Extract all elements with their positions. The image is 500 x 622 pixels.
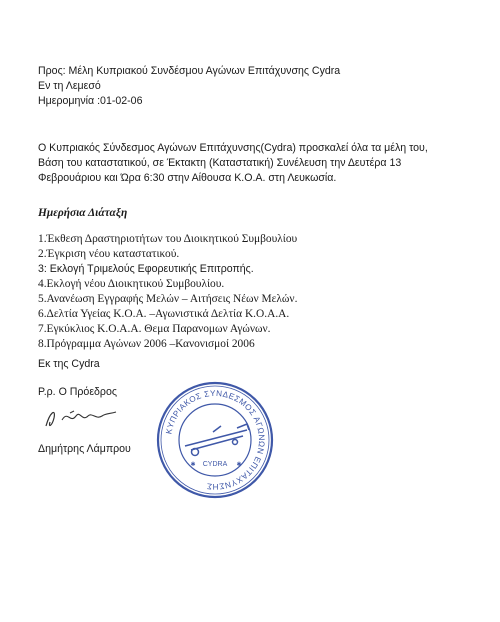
agenda-item: 3: Εκλογή Τριμελούς Εφορευτικής Επιτροπής. [38,263,254,275]
agenda-item: 5.Ανανέωση Εγγραφής Μελών – Αιτήσεις Νέων Μελών. [38,293,298,305]
agenda-item: 1.Έκθεση Δραστηριοτήτων του Διοικητικού Συμβουλίου [38,233,298,245]
agenda-item: 8.Πρόγραμμα Αγώνων 2006 –Κανονισμοί 2006 [38,338,255,350]
agenda-title: Ημερήσια Διάταξη [38,207,128,219]
recipient-line: Προς: Μέλη Κυπριακού Συνδέσμου Αγώνων Επιτάχυνσης Cydra [38,65,341,77]
signature [40,404,120,432]
signatory-name: Δημήτρης Λάμπρου [38,443,131,455]
star-icon: ✱ [236,462,242,468]
star-icon: ✱ [190,462,196,468]
stamp-center-text: CYDRA [202,461,228,468]
agenda-item: 2.Έγκριση νέου καταστατικού. [38,248,180,260]
body-line: Φεβρουάριου και Ώρα 6:30 στην Αίθουσα Κ.Ο.Α. στη Λευκωσία. [38,172,337,184]
date-line: Ημερομηνία :01-02-06 [38,95,143,107]
agenda-item: 4.Εκλογή νέου Διοικητικού Συμβουλίου. [38,278,225,290]
official-stamp [155,380,275,500]
stamp-ring-text: ΚΥΠΡΙΑΚΟΣ ΣΥΝΔΕΣΜΟΣ ΑΓΩΝΩΝ ΕΠΙΤΑΧΥΝΣΗΣ [164,388,267,492]
body-line: Ο Κυπριακός Σύνδεσμος Αγώνων Επιτάχυνσης(Cydra) προσκαλεί όλα τα μέλη του, [38,142,428,154]
closing-role: Ρ.ρ. Ο Πρόεδρος [38,386,117,398]
agenda-item: 6.Δελτία Υγείας Κ.Ο.Α. –Αγωνιστικά Δελτία Κ.Ο.Α.Α. [38,308,290,320]
agenda-item: 7.Εγκύκλιος Κ.Ο.Α.Α. Θεμα Παρανομων Αγώνων. [38,323,271,335]
body-line: Βάση του καταστατικού, σε Έκτακτη (Καταστατική) Συνέλευση την Δευτέρα 13 [38,157,402,169]
closing-from: Εκ της Cydra [38,358,100,370]
place-line: Εν τη Λεμεσό [38,80,101,92]
dragster-icon [185,424,249,456]
